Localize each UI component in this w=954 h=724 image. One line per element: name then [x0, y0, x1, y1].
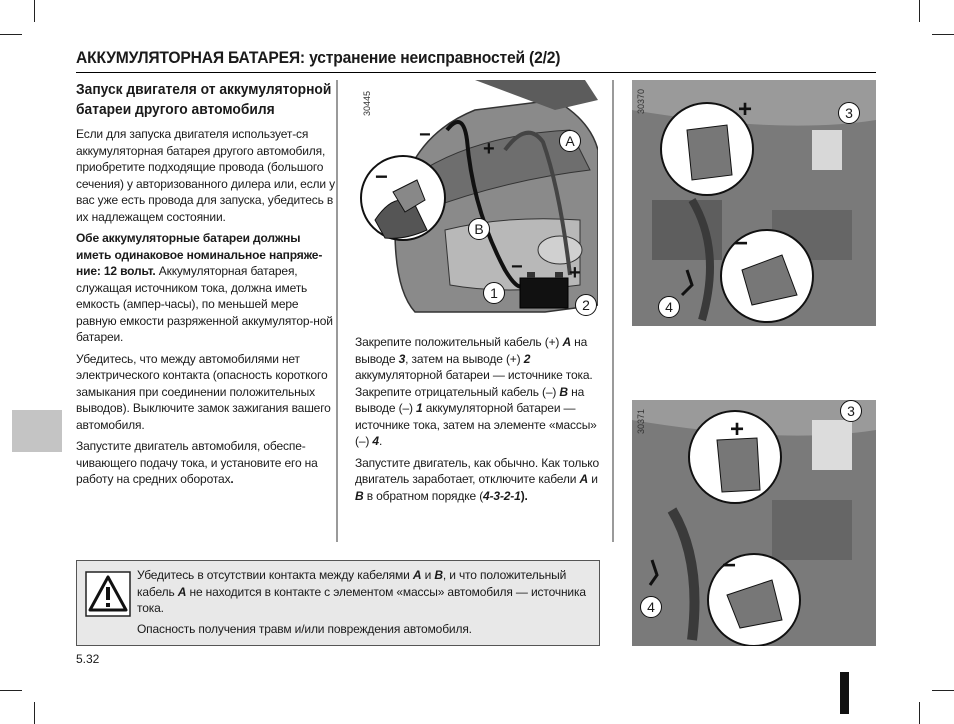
warning-text: [137, 567, 592, 641]
engine-photo-bottom: [632, 400, 876, 646]
label-3: 3: [398, 351, 406, 366]
label-A: A: [579, 472, 589, 486]
section-heading: Запуск двигателя от аккумуляторной батареи другого автомобиля: [76, 81, 332, 118]
figure-number: 30371: [636, 408, 646, 434]
middle-column: [355, 334, 605, 509]
disconnect-text: Запустите двигатель, как обычно. Как только двигатель заработает, отключите кабели: [355, 455, 600, 486]
connect-text: на выводе (–): [355, 384, 585, 415]
callout-3-top: 3: [838, 102, 860, 124]
left-column: [76, 80, 336, 493]
plus-sign-battery: +: [569, 262, 581, 284]
warning-danger: Опасность получения травм и/или повреждения автомобиля.: [137, 621, 472, 636]
section-end-marker: [840, 672, 849, 714]
minus-sign-bottom: −: [722, 552, 737, 579]
label-B: B: [355, 488, 364, 503]
crop-mark: [34, 702, 35, 724]
callout-4-top: 4: [658, 296, 680, 318]
jump-start-diagram: [355, 80, 598, 320]
label-A: A: [177, 584, 187, 599]
connect-text: аккумуляторной батареи — источнике тока, затем на элементе «массы» (–): [355, 401, 597, 448]
start-donor-text: Запустите двигатель автомобиля, обеспе-чивающего подачу тока, и установите его на работу на средних оборотах: [76, 439, 318, 486]
label-2: 2: [523, 351, 531, 366]
paragraph-contact: Убедитесь, что между автомобилями нет электрического контакта (опасность короткого замыкания при соединении положительных выводов). Выключите замок зажигания вашего автомобиля.: [76, 351, 331, 432]
paragraph-connect: [355, 334, 605, 450]
label-A: A: [562, 335, 571, 349]
callout-2: 2: [575, 294, 597, 316]
start-donor-end: .: [230, 472, 234, 486]
disconnect-text: в обратном порядке (: [363, 488, 484, 503]
minus-sign-engine: −: [419, 124, 431, 146]
figure-number: 30370: [636, 88, 646, 114]
crop-mark: [34, 0, 35, 22]
paragraph-voltage: [76, 230, 336, 346]
paragraph-cables: Если для запуска двигателя использует-ся аккумуляторная батарея другого автомобиля, приобретите подходящие провода (большого сечения) у авторизованного дилера или, если у вас уже есть провода для запуска, убедитесь в их надлежащем состоянии.: [76, 127, 335, 224]
warning-text-part: не находится в контакте с элементом «массы» автомобиля — источника тока.: [137, 584, 586, 615]
disconnect-text: и: [588, 472, 598, 486]
figure-number: 30445: [362, 90, 372, 116]
plus-sign-bottom: +: [730, 416, 745, 443]
warning-paragraph: [137, 567, 592, 617]
warning-text-part: Убедитесь в отсутствии контакта между кабелями: [137, 568, 413, 582]
warning-text-part: , и что положительный кабель: [137, 568, 567, 599]
page-title: АККУМУЛЯТОРНАЯ БАТАРЕЯ: устранение неисправностей (2/2): [76, 48, 561, 67]
label-B: B: [559, 384, 568, 399]
callout-B: B: [468, 218, 490, 240]
connect-text: , затем на выводе (+): [405, 351, 524, 366]
minus-sign-battery: −: [511, 256, 523, 278]
connect-text: .: [378, 434, 383, 448]
connect-text: аккумуляторной батареи — источнике тока. Закрепите отрицательный кабель (–): [355, 368, 593, 399]
crop-mark: [932, 34, 954, 35]
callout-A: A: [559, 130, 581, 152]
crop-mark: [0, 690, 22, 691]
connect-text: Закрепите положительный кабель (+): [355, 335, 563, 349]
disconnect-text: ).: [520, 488, 528, 503]
callout-1: 1: [483, 282, 505, 304]
crop-mark: [0, 34, 22, 35]
column-divider: [336, 80, 338, 542]
callout-3-bottom: 3: [840, 400, 862, 422]
label-1: 1: [416, 401, 423, 415]
callout-4-bottom: 4: [640, 596, 662, 618]
paragraph-disconnect: [355, 455, 605, 505]
engine-photo-top: [632, 80, 876, 326]
warning-triangle-icon: [85, 571, 131, 617]
crop-mark: [919, 0, 920, 22]
paragraph-start-donor: [76, 438, 336, 488]
order-sequence: 4-3-2-1: [483, 488, 521, 503]
label-B: B: [434, 568, 443, 582]
column-divider: [612, 80, 614, 542]
title-divider: [76, 72, 876, 73]
warning-text-part: и: [421, 568, 435, 582]
crop-mark: [932, 690, 954, 691]
crop-mark: [919, 702, 920, 724]
chapter-tab: [12, 410, 62, 452]
car-illustration: [355, 80, 598, 320]
warning-box: [76, 560, 600, 646]
minus-sign-top: −: [734, 230, 749, 257]
label-A: A: [412, 568, 422, 582]
minus-sign-zoom: −: [375, 164, 388, 189]
plus-sign-top: +: [738, 96, 753, 123]
voltage-rest-text: Аккумуляторная батарея, служащая источником тока, должна иметь емкость (ампер-часы), по меньшей мере равную емкости разряженной аккумулятор-ной батареи.: [76, 264, 333, 344]
engine-bay-illustration: [632, 400, 876, 646]
connect-text: на выводе: [355, 335, 588, 366]
voltage-bold-text: Обе аккумуляторные батареи должны иметь одинаковое номинальное напряже-ние: 12 вольт.: [76, 231, 323, 278]
plus-sign-engine: +: [483, 138, 495, 160]
label-4: 4: [372, 434, 379, 448]
page-number: 5.32: [76, 652, 100, 666]
